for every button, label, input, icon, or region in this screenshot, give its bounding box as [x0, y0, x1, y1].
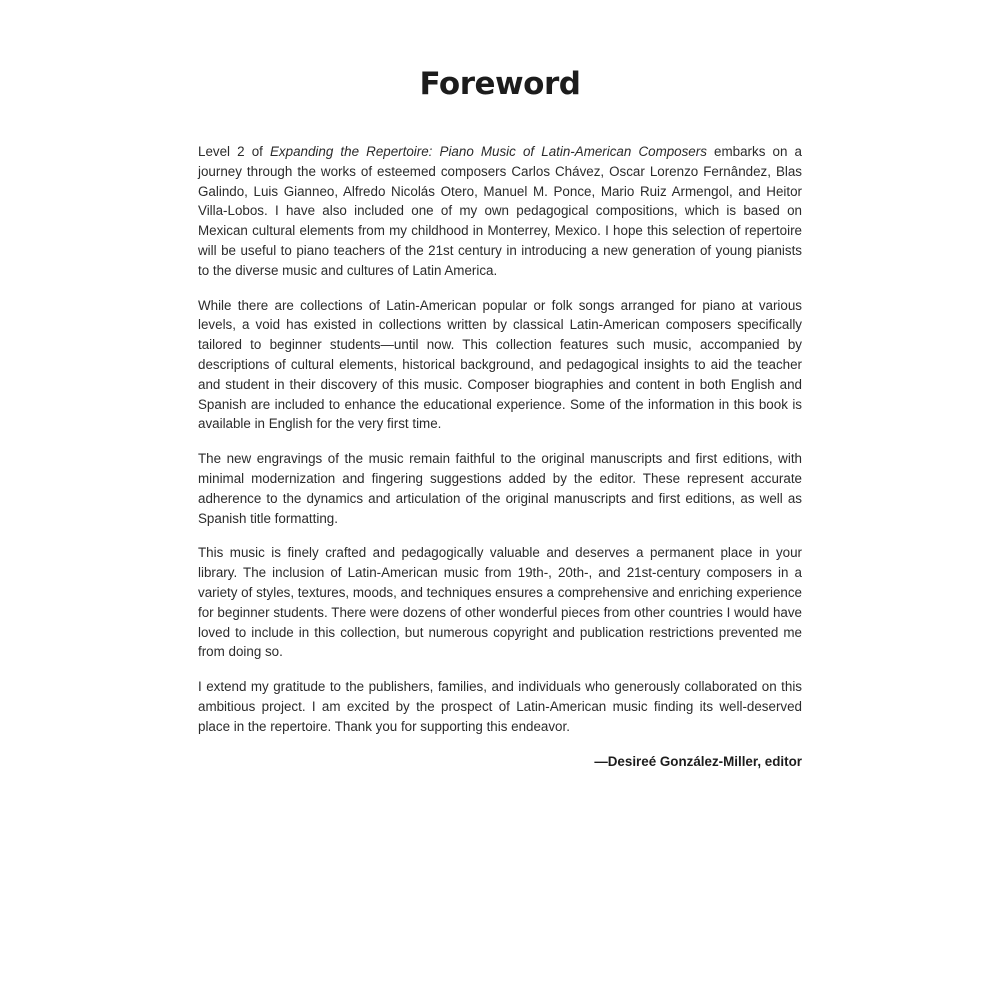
page-title: Foreword [419, 66, 581, 102]
editor-signature: —Desireé González-Miller, editor [594, 753, 802, 769]
paragraph-1 [198, 142, 802, 281]
paragraph-1-rest: embarks on a journey through the works of esteemed composers Carlos Chávez, Oscar Lorenzo Fernândez, Blas Galindo, Luis Gianneo, Alfredo Nicolás Otero, Manuel M. Ponce, Mario Ruiz Armengol, and Heitor Villa-Lobos. I have also included one of my own pedagogical compositions, which is based on Mexican cultural elements from my childhood in Monterrey, Mexico. I hope this selection of repertoire will be useful to piano teachers of the 21st century in introducing a new generation of young pianists to the diverse music and cultures of Latin America. [198, 144, 802, 278]
paragraph-2: While there are collections of Latin-American popular or folk songs arranged for piano at various levels, a void has existed in collections written by classical Latin-American composers specifically tailored to beginner students—until now. This collection features such music, accompanied by descriptions of cultural elements, historical background, and pedagogical insights to aid the teacher and student in their discovery of this music. Composer biographies and content in both English and Spanish are included to enhance the educational experience. Some of the information in this book is available in English for the very first time. [198, 297, 802, 432]
paragraph-4: This music is finely crafted and pedagogically valuable and deserves a permanent place in your library. The inclusion of Latin-American music from 19th-, 20th-, and 21st-century composers in a variety of styles, textures, moods, and techniques ensures a comprehensive and enriching experience for beginner students. There were dozens of other wonderful pieces from other countries I would have loved to include in this collection, but numerous copyright and publication restrictions prevented me from doing so. [198, 545, 802, 660]
paragraph-5: I extend my gratitude to the publishers, families, and individuals who generously collaborated on this ambitious project. I am excited by the prospect of Latin-American music finding its well-deserved place in the repertoire. Thank you for supporting this endeavor. [198, 679, 802, 734]
paragraph-3: The new engravings of the music remain faithful to the original manuscripts and first editions, with minimal modernization and fingering suggestions added by the editor. These represent accurate adherence to the dynamics and articulation of the original manuscripts and first editions, as well as Spanish title formatting. [198, 451, 802, 526]
paragraph-1-intro: Level 2 of [198, 144, 270, 159]
book-title-italic: Expanding the Repertoire: Piano Music of Latin-American Composers [270, 144, 707, 159]
foreword-body [198, 142, 802, 771]
